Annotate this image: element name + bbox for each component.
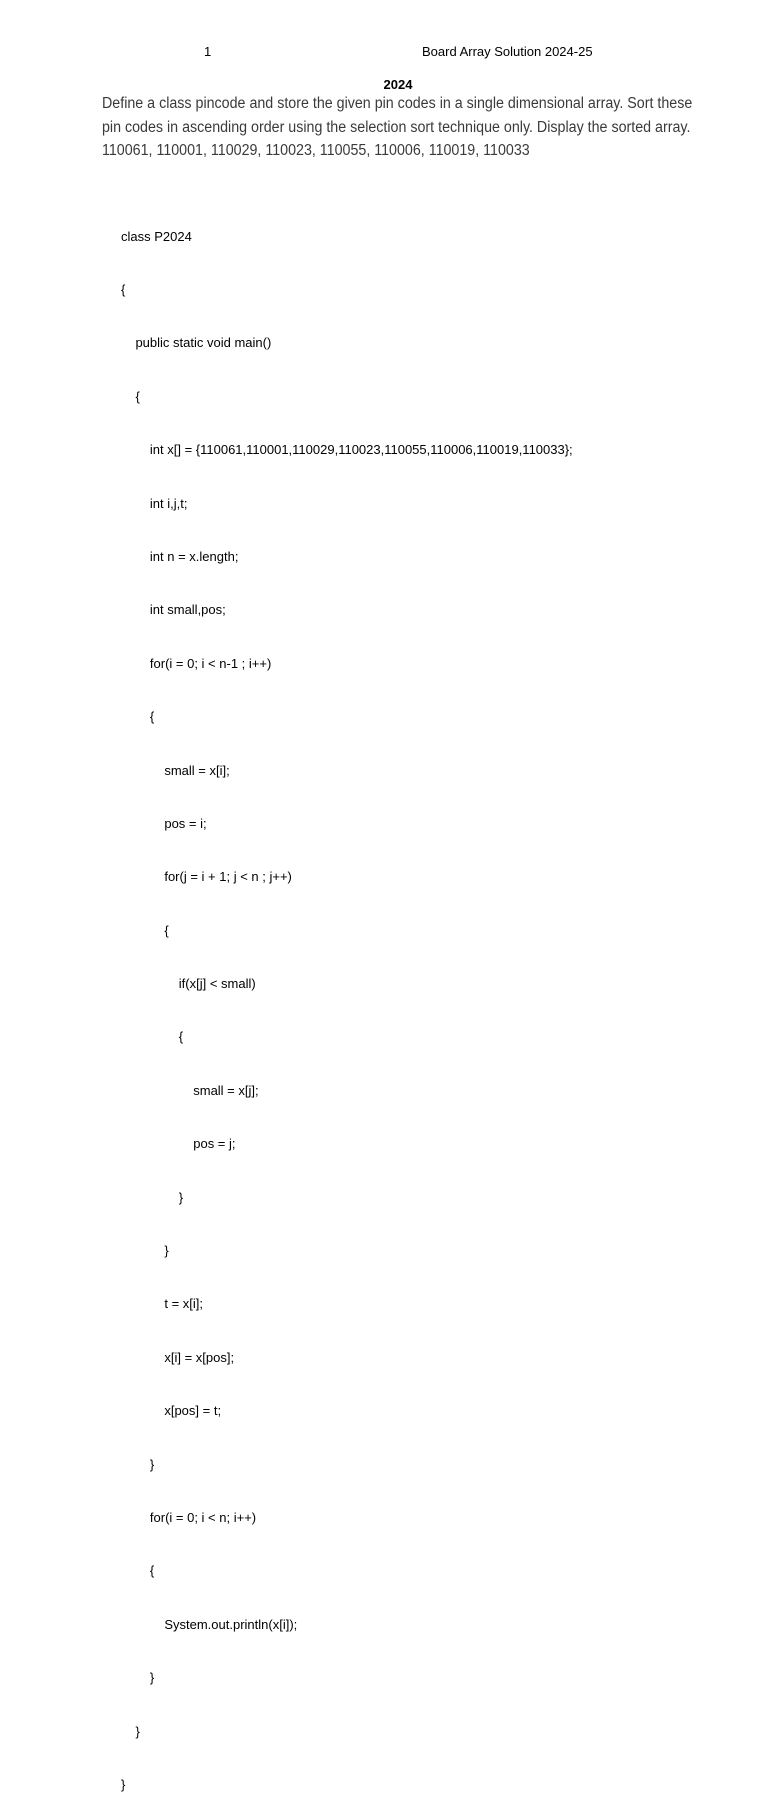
code-line: small = x[j]; [121, 1082, 259, 1098]
code-line: for(j = i + 1; j < n ; j++) [121, 869, 292, 885]
code-listing [121, 192, 573, 1812]
code-line: } [121, 1189, 184, 1205]
question-pincodes-line: 110061, 110001, 110029, 110023, 110055, 110006, 110019, 110033 [102, 142, 530, 159]
section-year-heading: 2024 [383, 77, 413, 92]
code-line: { [121, 1029, 184, 1045]
code-line: int small,pos; [121, 602, 226, 618]
code-line: pos = j; [121, 1136, 236, 1152]
code-line: } [121, 1723, 140, 1739]
code-line: for(i = 0; i < n-1 ; i++) [121, 655, 272, 671]
code-line: { [121, 388, 140, 404]
code-line: } [121, 1243, 169, 1259]
code-line: pos = i; [121, 815, 207, 831]
code-line: int x[] = {110061,110001,110029,110023,110055,110006,110019,110033}; [121, 442, 573, 458]
code-line: int i,j,t; [121, 495, 188, 511]
code-line: { [121, 709, 155, 725]
running-header-title: Board Array Solution 2024-25 [422, 44, 593, 59]
page-number: 1 [204, 44, 212, 59]
code-line: small = x[i]; [121, 762, 230, 778]
code-line: x[i] = x[pos]; [121, 1349, 235, 1365]
code-line: if(x[j] < small) [121, 976, 256, 992]
question-text [102, 92, 693, 163]
code-line: class P2024 [121, 228, 192, 244]
code-line: t = x[i]; [121, 1296, 203, 1312]
question-line: Define a class pincode and store the given pin codes in a single dimensional array. Sort these [102, 95, 693, 112]
code-line: int n = x.length; [121, 548, 239, 564]
code-line: } [121, 1776, 126, 1792]
code-line: { [121, 281, 126, 297]
question-line: pin codes in ascending order using the selection sort technique only. Display the sorted array. [102, 118, 691, 136]
code-line: System.out.println(x[i]); [121, 1616, 298, 1632]
code-line: { [121, 922, 169, 938]
code-line: } [121, 1670, 155, 1686]
code-line: x[pos] = t; [121, 1403, 222, 1419]
code-line: for(i = 0; i < n; i++) [121, 1509, 257, 1525]
code-line: } [121, 1456, 155, 1472]
code-line: public static void main() [121, 335, 272, 351]
code-line: { [121, 1563, 155, 1579]
